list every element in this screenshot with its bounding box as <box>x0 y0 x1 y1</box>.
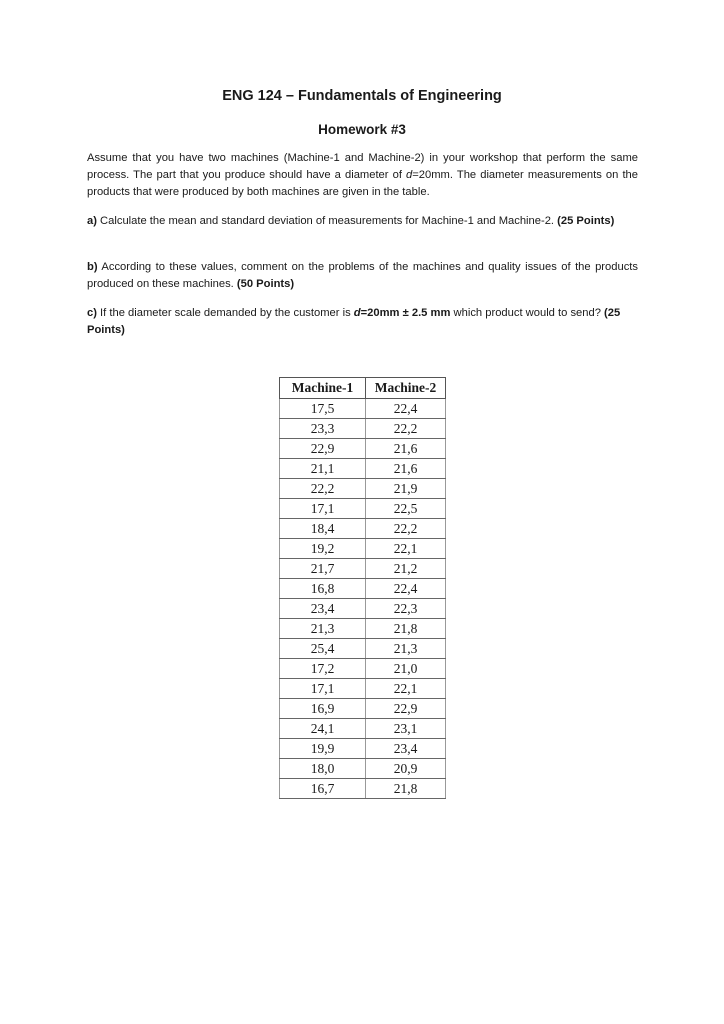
machine-1-value: 24,1 <box>280 719 366 739</box>
machine-1-value: 25,4 <box>280 639 366 659</box>
machine-2-value: 21,3 <box>366 639 446 659</box>
question-c-text2: which product would to send? <box>450 307 605 319</box>
machine-2-value: 22,5 <box>366 499 446 519</box>
machine-2-value: 22,9 <box>366 699 446 719</box>
machine-2-value: 22,2 <box>366 519 446 539</box>
table-row <box>280 459 446 479</box>
machine-1-value: 19,9 <box>280 739 366 759</box>
question-a-label: a) <box>87 215 97 227</box>
table-row <box>280 579 446 599</box>
question-b <box>87 259 638 293</box>
intro-variable: d <box>406 169 413 181</box>
machine-2-value: 21,6 <box>366 459 446 479</box>
table-row <box>280 479 446 499</box>
header-machine-1: Machine-1 <box>280 378 366 399</box>
table-row <box>280 679 446 699</box>
table-row <box>280 519 446 539</box>
intro-paragraph <box>87 150 638 201</box>
header-machine-2: Machine-2 <box>366 378 446 399</box>
machine-2-value: 21,8 <box>366 619 446 639</box>
machine-1-value: 16,7 <box>280 779 366 799</box>
machine-2-value: 21,8 <box>366 779 446 799</box>
machine-1-value: 18,4 <box>280 519 366 539</box>
machine-2-value: 21,6 <box>366 439 446 459</box>
machine-1-value: 17,5 <box>280 399 366 419</box>
machine-1-value: 21,1 <box>280 459 366 479</box>
machine-1-value: 21,3 <box>280 619 366 639</box>
table-row <box>280 699 446 719</box>
machine-2-value: 21,0 <box>366 659 446 679</box>
machine-2-value: 21,2 <box>366 559 446 579</box>
document-title: ENG 124 – Fundamentals of Engineering <box>222 88 502 104</box>
table-row <box>280 639 446 659</box>
machine-1-value: 17,1 <box>280 679 366 699</box>
question-b-text: According to these values, comment on the problems of the machines and quality issues of the products produced on these machines. <box>87 261 638 290</box>
table-row <box>280 419 446 439</box>
table-row <box>280 719 446 739</box>
table-row <box>280 739 446 759</box>
machine-1-value: 21,7 <box>280 559 366 579</box>
machine-1-value: 17,2 <box>280 659 366 679</box>
question-c-text1: If the diameter scale demanded by the customer is <box>96 307 354 319</box>
machine-1-value: 22,9 <box>280 439 366 459</box>
table-row <box>280 559 446 579</box>
measurements-table <box>279 377 446 799</box>
machine-2-value: 22,2 <box>366 419 446 439</box>
table-row <box>280 659 446 679</box>
intro-text-part1: Assume that you have two machines (Machine-1 and Machine-2) in your workshop that perform the same process. The part that you produce should have a diameter of <box>87 152 638 181</box>
table-row <box>280 599 446 619</box>
question-c <box>87 305 638 339</box>
question-a-points: (25 Points) <box>557 215 615 227</box>
table-row <box>280 759 446 779</box>
machine-1-value: 16,8 <box>280 579 366 599</box>
table-header-row <box>280 378 446 399</box>
question-c-spec: =20mm ± 2.5 mm <box>360 307 451 319</box>
machine-2-value: 23,1 <box>366 719 446 739</box>
table-row <box>280 399 446 419</box>
machine-1-value: 19,2 <box>280 539 366 559</box>
question-c-points: (25 Points) <box>87 307 621 336</box>
machine-1-value: 16,9 <box>280 699 366 719</box>
table-body <box>280 399 446 799</box>
table-row <box>280 779 446 799</box>
table-row <box>280 439 446 459</box>
question-a-text: Calculate the mean and standard deviation of measurements for Machine-1 and Machine-2. <box>96 215 558 227</box>
machine-2-value: 22,1 <box>366 539 446 559</box>
question-c-label: c) <box>87 307 97 319</box>
table-row <box>280 539 446 559</box>
machine-2-value: 22,3 <box>366 599 446 619</box>
intro-text-part2: =20mm. The diameter measurements on the products that were produced by both machines are given in the table. <box>87 169 638 198</box>
machine-1-value: 18,0 <box>280 759 366 779</box>
machine-1-value: 23,4 <box>280 599 366 619</box>
machine-2-value: 23,4 <box>366 739 446 759</box>
question-b-label: b) <box>87 261 98 273</box>
machine-1-value: 22,2 <box>280 479 366 499</box>
machine-2-value: 22,4 <box>366 399 446 419</box>
machine-2-value: 22,1 <box>366 679 446 699</box>
machine-2-value: 22,4 <box>366 579 446 599</box>
question-c-variable: d <box>353 307 361 319</box>
table-row <box>280 619 446 639</box>
machine-1-value: 23,3 <box>280 419 366 439</box>
machine-1-value: 17,1 <box>280 499 366 519</box>
document-subtitle: Homework #3 <box>318 122 406 137</box>
machine-2-value: 20,9 <box>366 759 446 779</box>
question-a <box>87 213 638 230</box>
table-row <box>280 499 446 519</box>
question-b-points: (50 Points) <box>236 278 295 290</box>
machine-2-value: 21,9 <box>366 479 446 499</box>
